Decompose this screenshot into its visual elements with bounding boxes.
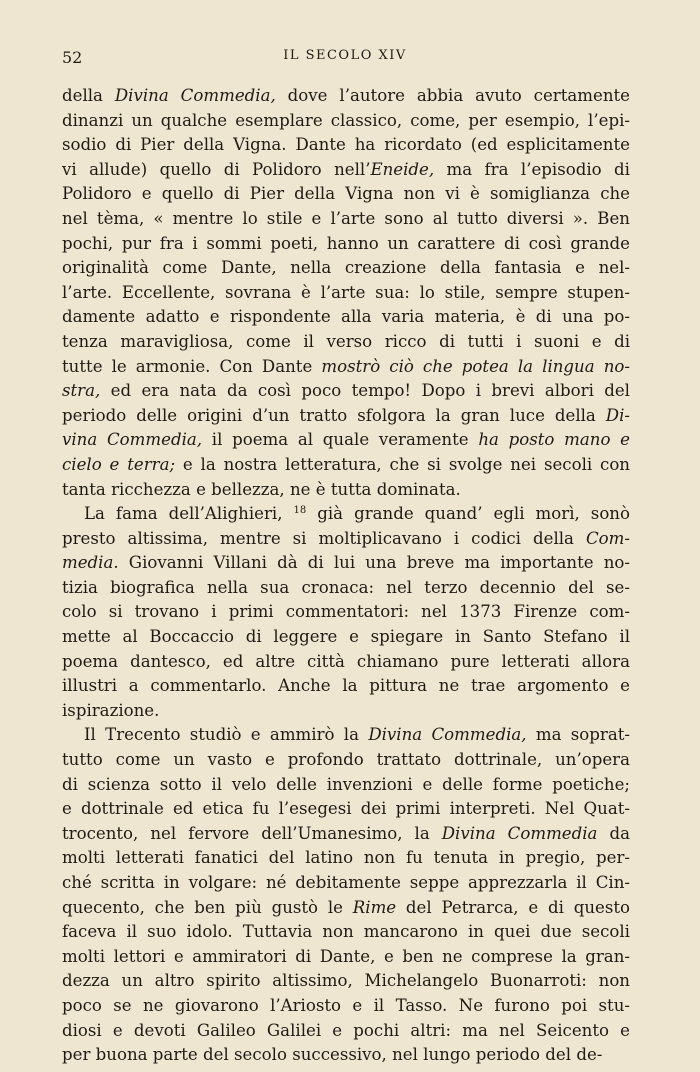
text-line: Il Trecento studiò e ammirò la Divina Commedia, ma soprat- bbox=[84, 725, 631, 745]
text-line: poema dantesco, ed altre città chiamano pure letterati allora bbox=[62, 651, 630, 671]
running-title: IL SECOLO XIV bbox=[283, 48, 407, 63]
text-line: colo si trovano i primi commentatori: nel 1373 Firenze com- bbox=[62, 602, 630, 622]
page-number: 52 bbox=[62, 48, 83, 67]
text-line: media. Giovanni Villani dà di lui una breve ma importante no- bbox=[62, 553, 630, 573]
text-line: ispirazione. bbox=[62, 700, 160, 720]
text-line: dinanzi un qualche esemplare classico, come, per esempio, l’epi- bbox=[62, 110, 630, 130]
text-line: ché scritta in volgare: né debitamente seppe apprezzarla il Cin- bbox=[62, 873, 630, 892]
footnote-reference: 18 bbox=[293, 505, 307, 517]
text-line: Polidoro e quello di Pier della Vigna non vi è somiglianza che bbox=[62, 184, 630, 204]
text-line: vina Commedia, il poema al quale veramente ha posto mano e bbox=[62, 430, 630, 450]
text-line: della Divina Commedia, dove l’autore abbia avuto certamente bbox=[62, 86, 630, 105]
paragraph bbox=[62, 84, 630, 502]
text-line: faceva il suo idolo. Tuttavia non mancarono in quei due secoli bbox=[62, 922, 630, 942]
paragraph bbox=[62, 502, 630, 723]
text-line: presto altissima, mentre si moltiplicavano i codici della Com- bbox=[62, 528, 630, 548]
text-line: damente adatto e rispondente alla varia materia, è di una po- bbox=[62, 307, 630, 327]
text-line: quecento, che ben più gustò le Rime del Petrarca, e di questo bbox=[62, 897, 630, 917]
text-line: poco se ne giovarono l’Ariosto e il Tasso. Ne furono poi stu- bbox=[62, 995, 630, 1015]
text-line: tanta ricchezza e bellezza, ne è tutta dominata. bbox=[62, 479, 461, 499]
text-line: illustri a commentarlo. Anche la pittura ne trae argomento e bbox=[62, 676, 630, 696]
text-line: l’arte. Eccellente, sovrana è l’arte sua: lo stile, sempre stupen- bbox=[62, 282, 630, 302]
text-line: tutte le armonie. Con Dante mostrò ciò che potea la lingua no- bbox=[62, 356, 630, 376]
text-line: di scienza sotto il velo delle invenzioni e delle forme poetiche; bbox=[62, 774, 630, 794]
text-line: vi allude) quello di Polidoro nell’Eneide, ma fra l’episodio di bbox=[62, 159, 630, 179]
text-line: tenza maravigliosa, come il verso ricco di tutti i suoni e di bbox=[62, 331, 630, 351]
text-line: molti letterati fanatici del latino non fu tenuta in pregio, per- bbox=[62, 848, 630, 868]
text-line: e dottrinale ed etica fu l’esegesi dei primi interpreti. Nel Quat- bbox=[62, 799, 630, 819]
text-line: molti lettori e ammiratori di Dante, e ben ne comprese la gran- bbox=[62, 946, 630, 966]
text-line: La fama dell’Alighieri, $^{18}$ già grande quand’ egli morì, sonò bbox=[84, 504, 630, 524]
text-line: cielo e terra; e la nostra letteratura, che si svolge nei secoli con bbox=[62, 454, 630, 474]
paragraph bbox=[62, 723, 630, 1067]
text-line: per buona parte del secolo successivo, nel lungo periodo del de- bbox=[62, 1045, 603, 1065]
text-line: dezza un altro spirito altissimo, Michelangelo Buonarroti: non bbox=[62, 971, 630, 991]
text-line: nel tèma, « mentre lo stile e l’arte sono al tutto diversi ». Ben bbox=[62, 208, 630, 228]
text-line: tutto come un vasto e profondo trattato dottrinale, un’opera bbox=[62, 750, 630, 770]
text-line: stra, ed era nata da così poco tempo! Dopo i brevi albori del bbox=[62, 381, 630, 401]
text-line: diosi e devoti Galileo Galilei e pochi altri: ma nel Seicento e bbox=[62, 1020, 630, 1040]
text-line: periodo delle origini d’un tratto sfolgora la gran luce della Di- bbox=[62, 405, 630, 425]
body-text bbox=[62, 84, 630, 1068]
text-line: trocento, nel fervore dell’Umanesimo, la Divina Commedia da bbox=[62, 823, 630, 843]
text-line: originalità come Dante, nella creazione della fantasia e nel- bbox=[62, 258, 630, 278]
page-header bbox=[62, 48, 628, 67]
text-line: mette al Boccaccio di leggere e spiegare in Santo Stefano il bbox=[62, 627, 630, 647]
text-line: sodio di Pier della Vigna. Dante ha ricordato (ed esplicitamente bbox=[62, 135, 630, 155]
text-line: tizia biografica nella sua cronaca: nel terzo decennio del se- bbox=[62, 577, 630, 597]
text-line: pochi, pur fra i sommi poeti, hanno un carattere di così grande bbox=[62, 233, 630, 253]
